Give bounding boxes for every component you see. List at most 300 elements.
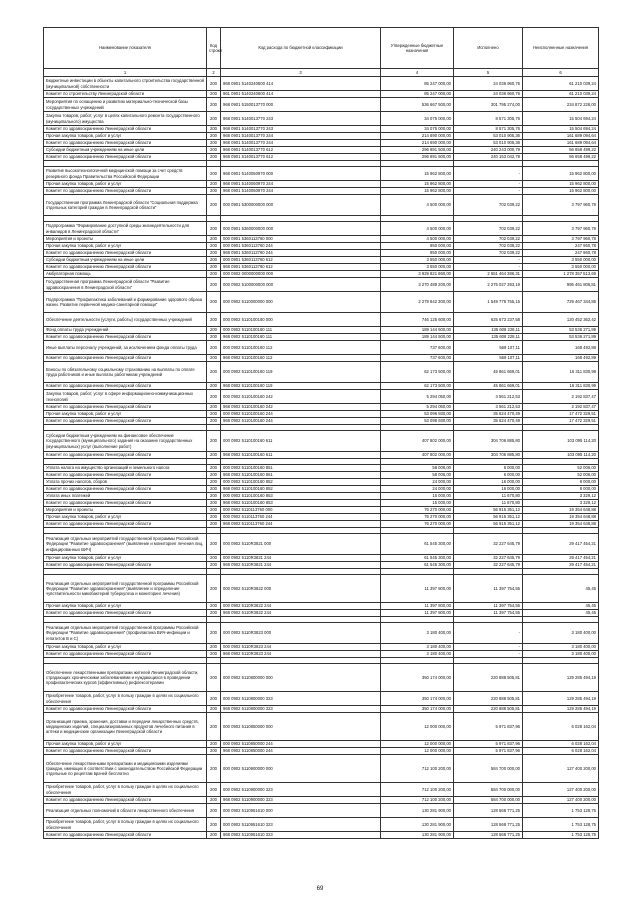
cell-approved: 15 000,00 xyxy=(381,500,454,507)
page-number: 69 xyxy=(316,886,324,892)
table-row xyxy=(44,257,599,264)
cell-executed: 11 397 754,55 xyxy=(454,610,523,617)
cell-approved: 296 891 500,00 xyxy=(381,147,454,154)
cell-line-code: 200 xyxy=(207,91,221,98)
cell-name: Реализация отдельных мероприятий государственной программы Российской Федерации "Развитие здравоохранения" (выявление и мониторинг лечения лиц, инфицированных ВИЧ) xyxy=(44,534,207,555)
cell-line-code: 200 xyxy=(207,147,221,154)
cell-line-code: 200 xyxy=(207,188,221,195)
cell-unexecuted: 1 753 128,75 xyxy=(523,818,599,832)
cell-line-code: 200 xyxy=(207,713,221,741)
cell-executed: 569 107,11 xyxy=(454,341,523,355)
cell-line-code: 200 xyxy=(207,243,221,250)
cell-line-code: 200 xyxy=(207,431,221,452)
table-row xyxy=(44,327,599,334)
cell-unexecuted: 1 753 128,75 xyxy=(523,832,599,839)
cell-approved: 15 000,00 xyxy=(381,493,454,500)
cell-executed: 220 888 505,81 xyxy=(454,692,523,706)
cell-budget-code: 000 0901 5300000000 000 xyxy=(221,195,381,216)
cell-unexecuted: 103 095 114,20 xyxy=(523,431,599,452)
cell-line-code: 200 xyxy=(207,486,221,493)
cell-budget-code: 000 0902 5110951610 323 xyxy=(221,818,381,832)
cell-name: Прочая закупка товаров, работ и услуг xyxy=(44,514,207,521)
cell-budget-code: 000 0902 5110100160 119 xyxy=(221,362,381,383)
cell-unexecuted: 168 492,89 xyxy=(523,341,599,355)
cell-approved: 214 690 000,00 xyxy=(381,140,454,147)
table-row xyxy=(44,692,599,706)
cell-executed: 5 971 837,96 xyxy=(454,748,523,755)
cell-approved: 53 096 930,00 xyxy=(381,411,454,418)
cell-budget-code: 968 0901 5140050970 244 xyxy=(221,181,381,188)
table-row xyxy=(44,355,599,362)
cell-line-code: 200 xyxy=(207,236,221,243)
cell-name: Комитет по здравоохранению Ленинградской области xyxy=(44,418,207,425)
cell-approved: 407 802 000,00 xyxy=(381,452,454,459)
cell-name: Развитие высокотехнологичной медицинской помощи за счет средств резервного фонда Правительства Российской Федерации xyxy=(44,167,207,181)
cell-budget-code: 000 0902 5100000000 000 xyxy=(221,278,381,292)
table-row xyxy=(44,651,599,658)
table-row xyxy=(44,77,599,91)
column-number: 2 xyxy=(207,69,221,77)
table-row xyxy=(44,562,599,569)
cell-line-code: 200 xyxy=(207,355,221,362)
cell-budget-code: 968 0901 5150013770 000 xyxy=(221,98,381,112)
cell-name: Мероприятия и проекты xyxy=(44,236,207,243)
cell-unexecuted: 247 960,78 xyxy=(523,243,599,250)
cell-approved: 3 180 400,00 xyxy=(381,644,454,651)
table-row xyxy=(44,154,599,161)
cell-executed: 2 651 464 386,31 xyxy=(454,271,523,278)
header-approved: Утвержденные бюджетные назначения xyxy=(381,28,454,69)
cell-name: Комитет по здравоохранению Ленинградской области xyxy=(44,562,207,569)
cell-approved: 61 545 300,00 xyxy=(381,534,454,555)
table-row xyxy=(44,411,599,418)
cell-executed: - xyxy=(454,644,523,651)
cell-name: Фонд оплаты труда учреждений xyxy=(44,327,207,334)
cell-budget-code: 000 0902 5110113760 244 xyxy=(221,514,381,521)
cell-executed: 32 227 645,79 xyxy=(454,555,523,562)
cell-name: Прочая закупка товаров, работ и услуг xyxy=(44,243,207,250)
cell-unexecuted: 45,45 xyxy=(523,603,599,610)
cell-unexecuted: 29 417 454,21 xyxy=(523,534,599,555)
table-row xyxy=(44,140,599,147)
table-row xyxy=(44,250,599,257)
table-row xyxy=(44,181,599,188)
column-number: 6 xyxy=(523,69,599,77)
cell-executed: 35 624 470,49 xyxy=(454,411,523,418)
cell-unexecuted: 16 311 830,99 xyxy=(523,383,599,390)
cell-budget-code: 000 0902 5110850000 244 xyxy=(221,741,381,748)
cell-budget-code: 000 0902 5110100160 611 xyxy=(221,431,381,452)
cell-executed: 1 549 775 755,15 xyxy=(454,292,523,313)
cell-unexecuted: 56 658 499,22 xyxy=(523,154,599,161)
table-row xyxy=(44,797,599,804)
cell-budget-code: 968 0902 5110100160 242 xyxy=(221,404,381,411)
cell-name: Реализация отдельных полномочий в области лекарственного обеспечения xyxy=(44,804,207,818)
column-number-row xyxy=(44,69,599,77)
cell-name: Закупка товаров, работ, услуг в целях капитального ремонта государственного (муниципального) имущества xyxy=(44,112,207,126)
cell-unexecuted: 15 962 800,00 xyxy=(523,167,599,181)
cell-executed: 8 571 305,76 xyxy=(454,126,523,133)
cell-executed: 3 561 212,53 xyxy=(454,404,523,411)
table-row xyxy=(44,243,599,250)
cell-unexecuted: 127 400 200,00 xyxy=(523,797,599,804)
cell-executed: 304 706 885,80 xyxy=(454,452,523,459)
cell-budget-code: 968 0901 5140013770 244 xyxy=(221,133,381,140)
cell-budget-code: 968 0901 5360113760 612 xyxy=(221,264,381,271)
cell-line-code: 200 xyxy=(207,452,221,459)
cell-unexecuted: 6 028 162,04 xyxy=(523,748,599,755)
cell-name: Прочая закупка товаров, работ и услуг xyxy=(44,741,207,748)
cell-name: Комитет по здравоохранению Ленинградской области xyxy=(44,404,207,411)
cell-unexecuted: 19 354 648,88 xyxy=(523,507,599,514)
table-row xyxy=(44,362,599,383)
cell-line-code: 200 xyxy=(207,465,221,472)
cell-budget-code: 000 0902 5110800000 323 xyxy=(221,692,381,706)
cell-line-code: 200 xyxy=(207,257,221,264)
cell-line-code: 200 xyxy=(207,507,221,514)
cell-approved: 76 270 000,00 xyxy=(381,521,454,528)
cell-executed: 11 397 754,55 xyxy=(454,575,523,603)
table-row xyxy=(44,264,599,271)
cell-line-code: 200 xyxy=(207,154,221,161)
cell-name: Комитет по здравоохранению Ленинградской области xyxy=(44,126,207,133)
cell-budget-code: 968 0902 5110900000 323 xyxy=(221,797,381,804)
cell-name: Субсидии бюджетным учреждениям на иные цели xyxy=(44,257,207,264)
cell-executed: 53 010 905,36 xyxy=(454,133,523,140)
cell-name: Комитет по здравоохранению Ленинградской области xyxy=(44,832,207,839)
cell-budget-code: 968 0901 5140013770 243 xyxy=(221,112,381,126)
cell-budget-code: 000 0902 5110100160 244 xyxy=(221,411,381,418)
cell-line-code: 200 xyxy=(207,133,221,140)
table-body xyxy=(44,77,599,839)
cell-budget-code: 000 0901 5360113760 612 xyxy=(221,257,381,264)
cell-unexecuted: 127 400 200,00 xyxy=(523,755,599,783)
cell-line-code: 200 xyxy=(207,250,221,257)
cell-line-code: 200 xyxy=(207,651,221,658)
cell-approved: 15 962 800,00 xyxy=(381,181,454,188)
cell-executed: 702 039,22 xyxy=(454,243,523,250)
cell-unexecuted: 56 658 499,22 xyxy=(523,147,599,154)
cell-budget-code: 000 0902 5110951610 000 xyxy=(221,804,381,818)
budget-table xyxy=(43,27,599,839)
cell-name: Реализация отдельных мероприятий государственной программы Российской Федерации "Развитие здравоохранения" (выявление и определение чувствительности микобактерий туберкулеза и мониторинг лечения) xyxy=(44,575,207,603)
cell-budget-code: 968 0902 5110R3821 244 xyxy=(221,562,381,569)
cell-executed: 6 000,00 xyxy=(454,472,523,479)
cell-name: Комитет по здравоохранению Ленинградской области xyxy=(44,140,207,147)
cell-name: Прочая закупка товаров, работ и услуг xyxy=(44,411,207,418)
cell-executed: 702 039,22 xyxy=(454,236,523,243)
cell-name: Комитет по здравоохранению Ленинградской области xyxy=(44,486,207,493)
cell-approved: 34 075 000,00 xyxy=(381,126,454,133)
table-row xyxy=(44,465,599,472)
cell-name: Комитет по здравоохранению Ленинградской области xyxy=(44,452,207,459)
cell-line-code: 200 xyxy=(207,292,221,313)
cell-budget-code: 968 0902 5110113760 244 xyxy=(221,521,381,528)
cell-unexecuted: 15 962 800,00 xyxy=(523,188,599,195)
table-row xyxy=(44,383,599,390)
cell-executed: 16 000,00 xyxy=(454,486,523,493)
table-row xyxy=(44,713,599,741)
cell-approved: 34 075 000,00 xyxy=(381,112,454,126)
cell-unexecuted: 15 504 694,24 xyxy=(523,112,599,126)
cell-unexecuted: 729 467 344,85 xyxy=(523,292,599,313)
cell-line-code: 200 xyxy=(207,521,221,528)
table-row xyxy=(44,418,599,425)
cell-executed: 45 861 669,01 xyxy=(454,362,523,383)
cell-line-code: 200 xyxy=(207,181,221,188)
cell-name: Организация приема, хранения, доставки и передачи лекарственных средств, медицинских изделий, специализированных продуктов лечебного питания в аптеки и медицинские организации Ленинградской области xyxy=(44,713,207,741)
cell-line-code: 200 xyxy=(207,832,221,839)
cell-line-code: 200 xyxy=(207,741,221,748)
cell-name: Комитет по здравоохранению Ленинградской области xyxy=(44,797,207,804)
cell-approved: 61 545 300,00 xyxy=(381,555,454,562)
cell-approved: 2 279 842 300,00 xyxy=(381,292,454,313)
cell-budget-code: 000 0902 5110113760 000 xyxy=(221,507,381,514)
cell-budget-code: 000 0902 5110100160 851 xyxy=(221,465,381,472)
cell-budget-code: 000 0902 5110900000 323 xyxy=(221,783,381,797)
cell-line-code: 200 xyxy=(207,271,221,278)
cell-executed: 32 227 645,79 xyxy=(454,534,523,555)
cell-unexecuted: 29 417 454,21 xyxy=(523,562,599,569)
cell-line-code: 200 xyxy=(207,534,221,555)
cell-line-code: 200 xyxy=(207,623,221,644)
cell-unexecuted: 16 311 830,99 xyxy=(523,362,599,383)
cell-approved: 746 125 600,00 xyxy=(381,313,454,327)
cell-unexecuted: 129 285 494,19 xyxy=(523,692,599,706)
cell-line-code: 200 xyxy=(207,500,221,507)
cell-name: Обеспечение лекарственными препаратами и медицинскими изделиями граждан, имеющих в соответствии с законодательством Российской Федерации отдельные по рецептам врачей бесплатно xyxy=(44,755,207,783)
header-line-code: Код строки xyxy=(207,28,221,69)
cell-executed: 56 915 351,12 xyxy=(454,521,523,528)
cell-budget-code: 000 0902 5110000000 000 xyxy=(221,292,381,313)
cell-approved: 189 144 500,00 xyxy=(381,327,454,334)
cell-line-code: 200 xyxy=(207,783,221,797)
cell-executed: 24 036 960,76 xyxy=(454,77,523,91)
cell-budget-code: 000 0901 5360113760 000 xyxy=(221,236,381,243)
cell-line-code: 200 xyxy=(207,706,221,713)
cell-line-code: 200 xyxy=(207,555,221,562)
cell-name: Комитет по здравоохранению Ленинградской области xyxy=(44,250,207,257)
cell-name: Прочая закупка товаров, работ и услуг xyxy=(44,555,207,562)
cell-approved: 536 667 500,00 xyxy=(381,98,454,112)
cell-executed: 584 700 000,00 xyxy=(454,755,523,783)
cell-line-code: 200 xyxy=(207,327,221,334)
cell-line-code: 200 xyxy=(207,748,221,755)
cell-unexecuted: 61 210 039,24 xyxy=(523,77,599,91)
cell-budget-code: 000 0902 5110R3822 244 xyxy=(221,603,381,610)
table-row xyxy=(44,755,599,783)
cell-approved: 130 281 900,00 xyxy=(381,804,454,818)
cell-name: Комитет по здравоохранению Ленинградской области xyxy=(44,383,207,390)
cell-line-code: 200 xyxy=(207,418,221,425)
cell-budget-code: 000 0901 5360000000 000 xyxy=(221,222,381,236)
cell-line-code: 200 xyxy=(207,755,221,783)
cell-approved: 12 000 000,00 xyxy=(381,741,454,748)
table-row xyxy=(44,804,599,818)
cell-executed: 56 915 351,12 xyxy=(454,507,523,514)
cell-executed: - xyxy=(454,651,523,658)
cell-line-code: 200 xyxy=(207,334,221,341)
cell-budget-code: 000 0902 5110R3821 244 xyxy=(221,555,381,562)
cell-approved: 3 180 400,00 xyxy=(381,623,454,644)
cell-unexecuted: 3 180 400,00 xyxy=(523,651,599,658)
cell-line-code: 200 xyxy=(207,98,221,112)
table-row xyxy=(44,507,599,514)
cell-executed: 220 888 505,81 xyxy=(454,706,523,713)
cell-unexecuted: 3 180 400,00 xyxy=(523,644,599,651)
cell-approved: 189 144 500,00 xyxy=(381,334,454,341)
cell-approved: 130 281 900,00 xyxy=(381,832,454,839)
cell-budget-code: 968 0902 5110R3822 244 xyxy=(221,610,381,617)
cell-line-code: 200 xyxy=(207,222,221,236)
cell-line-code: 200 xyxy=(207,575,221,603)
cell-line-code: 200 xyxy=(207,472,221,479)
cell-budget-code: 968 0902 5110850000 244 xyxy=(221,748,381,755)
cell-unexecuted: 15 504 694,24 xyxy=(523,126,599,133)
cell-unexecuted: 52 006,00 xyxy=(523,472,599,479)
cell-budget-code: 968 0902 5110100160 119 xyxy=(221,383,381,390)
cell-budget-code: 000 0902 0000000000 000 xyxy=(221,271,381,278)
cell-executed: 8 571 305,76 xyxy=(454,112,523,126)
cell-approved: 5 294 050,00 xyxy=(381,390,454,404)
cell-name: Уплата налога на имущество организаций и земельного налога xyxy=(44,465,207,472)
cell-approved: 4 500 000,00 xyxy=(381,195,454,216)
cell-name: Комитет по здравоохранению Ленинградской области xyxy=(44,472,207,479)
table-row xyxy=(44,514,599,521)
cell-executed: 11 670,80 xyxy=(454,500,523,507)
table-row xyxy=(44,748,599,755)
cell-executed: 702 039,22 xyxy=(454,250,523,257)
cell-name: Комитет по здравоохранению Ленинградской области xyxy=(44,651,207,658)
cell-approved: 11 397 800,00 xyxy=(381,603,454,610)
cell-executed: 240 153 042,78 xyxy=(454,154,523,161)
cell-unexecuted: 120 452 362,42 xyxy=(523,313,599,327)
cell-executed: 135 608 228,11 xyxy=(454,327,523,334)
cell-budget-code: 000 0902 5110100160 852 xyxy=(221,479,381,486)
table-row xyxy=(44,741,599,748)
cell-budget-code: 000 0902 5110R3823 244 xyxy=(221,644,381,651)
table-row xyxy=(44,664,599,692)
cell-name: Приобретение товаров, работ, услуг в пользу граждан в целях их социального обеспечения xyxy=(44,818,207,832)
cell-approved: 712 100 200,00 xyxy=(381,755,454,783)
cell-unexecuted: 19 354 648,88 xyxy=(523,514,599,521)
cell-line-code: 200 xyxy=(207,479,221,486)
table-row xyxy=(44,603,599,610)
table-row xyxy=(44,98,599,112)
table-row xyxy=(44,472,599,479)
cell-budget-code: 968 0901 5140240600 414 xyxy=(221,77,381,91)
cell-budget-code: 000 0902 5110R3823 000 xyxy=(221,623,381,644)
table-row xyxy=(44,278,599,292)
cell-unexecuted: 3 797 960,78 xyxy=(523,236,599,243)
cell-approved: 5 294 050,00 xyxy=(381,404,454,411)
cell-executed: 584 700 000,00 xyxy=(454,783,523,797)
header-unexecuted: Неисполненные назначения xyxy=(523,28,599,69)
cell-approved: 15 962 800,00 xyxy=(381,188,454,195)
cell-executed: 135 608 228,11 xyxy=(454,334,523,341)
cell-approved: 76 270 000,00 xyxy=(381,514,454,521)
cell-name: Взносы по обязательному социальному страхованию на выплаты по оплате труда работников и иные выплаты работникам учреждений xyxy=(44,362,207,383)
cell-executed: 16 000,00 xyxy=(454,479,523,486)
table-row xyxy=(44,534,599,555)
cell-executed: 702 039,22 xyxy=(454,195,523,216)
cell-executed: 32 227 645,79 xyxy=(454,562,523,569)
column-number: 5 xyxy=(454,69,523,77)
cell-approved: 130 281 900,00 xyxy=(381,818,454,832)
cell-name: Комитет по здравоохранению Ленинградской области xyxy=(44,610,207,617)
cell-unexecuted: 3 329,12 xyxy=(523,493,599,500)
cell-line-code: 200 xyxy=(207,140,221,147)
table-row xyxy=(44,610,599,617)
table-header-row xyxy=(44,28,599,69)
cell-name: Комитет по здравоохранению Ленинградской области xyxy=(44,500,207,507)
cell-approved: 3 550 000,00 xyxy=(381,257,454,264)
cell-executed: 128 568 771,25 xyxy=(454,818,523,832)
cell-name: Прочая закупка товаров, работ и услуг xyxy=(44,133,207,140)
cell-budget-code: 968 0902 5110100160 112 xyxy=(221,355,381,362)
cell-budget-code: 000 0902 5110100160 000 xyxy=(221,313,381,327)
cell-executed: 301 795 274,00 xyxy=(454,98,523,112)
cell-name: Комитет по здравоохранению Ленинградской области xyxy=(44,355,207,362)
cell-executed: 220 888 505,81 xyxy=(454,664,523,692)
cell-unexecuted: 1 753 128,75 xyxy=(523,804,599,818)
cell-name: Подпрограмма "Профилактика заболеваний и формирование здорового образа жизни. Развитие первичной медико-санитарной помощи" xyxy=(44,292,207,313)
cell-name: Обеспечение лекарственными препаратами жителей Ленинградской области, страдающих хроническими заболеваниями и нуждающихся в проведении профилактических курсов (эффективных) рефлексотерапии xyxy=(44,664,207,692)
cell-budget-code: 968 0901 5140013770 244 xyxy=(221,140,381,147)
cell-approved: 4 500 000,00 xyxy=(381,222,454,236)
cell-name: Комитет по здравоохранению Ленинградской области xyxy=(44,264,207,271)
table-row xyxy=(44,167,599,181)
cell-executed: - xyxy=(454,257,523,264)
table-row xyxy=(44,623,599,644)
cell-approved: 85 247 000,00 xyxy=(381,91,454,98)
cell-unexecuted: 129 285 494,19 xyxy=(523,706,599,713)
cell-budget-code: 968 0902 5110R3823 244 xyxy=(221,651,381,658)
cell-executed: 2 275 027 393,19 xyxy=(454,278,523,292)
cell-approved: 350 174 000,00 xyxy=(381,706,454,713)
cell-approved: 950 000,00 xyxy=(381,250,454,257)
cell-budget-code: 968 0901 5140013770 612 xyxy=(221,147,381,154)
cell-name: Закупка товаров, работ, услуг в сфере информационно-коммуникационных технологий xyxy=(44,390,207,404)
cell-approved: 62 173 500,00 xyxy=(381,362,454,383)
cell-approved: 53 096 930,00 xyxy=(381,418,454,425)
cell-name: Приобретение товаров, работ, услуг в пользу граждан в целях их социального обеспечения xyxy=(44,692,207,706)
cell-approved: 407 802 000,00 xyxy=(381,431,454,452)
cell-name: Прочая закупка товаров, работ и услуг xyxy=(44,181,207,188)
table-row xyxy=(44,195,599,216)
cell-unexecuted: 247 960,78 xyxy=(523,250,599,257)
cell-executed: 625 673 237,58 xyxy=(454,313,523,327)
table-row xyxy=(44,452,599,459)
cell-name: Приобретение товаров, работ, услуг в пользу граждан в целях их социального обеспечения xyxy=(44,783,207,797)
table-row xyxy=(44,91,599,98)
cell-line-code: 200 xyxy=(207,383,221,390)
cell-name: Прочая закупка товаров, работ и услуг xyxy=(44,603,207,610)
table-row xyxy=(44,341,599,355)
column-number: 4 xyxy=(381,69,454,77)
cell-approved: 11 397 800,00 xyxy=(381,610,454,617)
cell-line-code: 200 xyxy=(207,610,221,617)
table-row xyxy=(44,188,599,195)
cell-unexecuted: 17 472 329,51 xyxy=(523,418,599,425)
column-number: 1 xyxy=(44,69,207,77)
table-row xyxy=(44,147,599,154)
cell-unexecuted: 3 797 960,78 xyxy=(523,195,599,216)
cell-line-code: 200 xyxy=(207,603,221,610)
cell-budget-code: 961 0901 5140240600 414 xyxy=(221,91,381,98)
cell-approved: 3 180 400,00 xyxy=(381,651,454,658)
cell-executed: - xyxy=(454,181,523,188)
